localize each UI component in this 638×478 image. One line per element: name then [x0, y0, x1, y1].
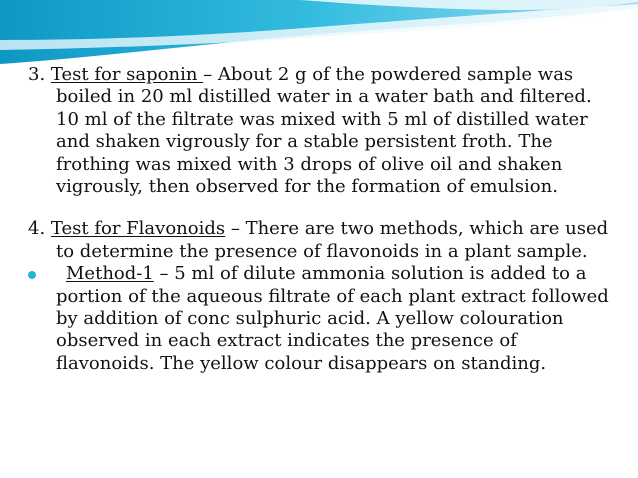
flavonoids-paragraph [28, 218, 618, 263]
saponin-paragraph [28, 64, 618, 198]
bullet-icon [28, 271, 36, 279]
flavonoids-body: – There are two methods, which are used to determine the presence of flavonoids in a plant sample. [56, 218, 609, 262]
paragraph-gap [28, 198, 618, 218]
saponin-number: 3. [28, 64, 51, 85]
flavonoids-heading: Test for Flavonoids [50, 218, 226, 240]
slide-content [28, 64, 618, 375]
method1-body: – 5 ml of dilute ammonia solution is added to a portion of the aqueous filtrate of each plant extract followed by addition of conc sulphuric acid. A yellow colouration observed in each extract indicates the presence of flavonoids. The yellow colour disappears on standing. [56, 263, 609, 374]
saponin-heading: Test for saponin [50, 64, 204, 85]
flavonoids-number: 4. [28, 218, 51, 240]
method1-bullet-item [28, 263, 618, 375]
method1-heading: Method-1 [66, 263, 154, 285]
saponin-body: – About 2 g of the powdered sample was boiled in 20 ml distilled water in a water bath and filtered. 10 ml of the filtrate was mixed with 5 ml of distilled water and shaken vigrously for a stable persistent froth. The frothing was mixed with 3 drops of olive oil and shaken vigrously, then observed for the formation of emulsion. [56, 64, 592, 198]
header-wave-decoration [0, 0, 638, 70]
